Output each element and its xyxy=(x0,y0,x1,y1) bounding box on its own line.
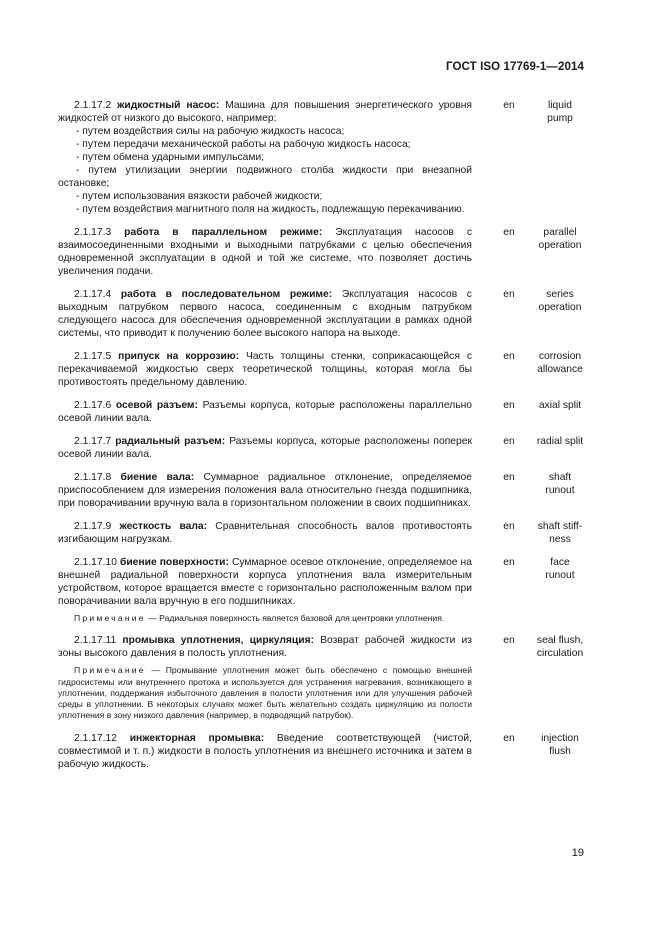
term-definition xyxy=(58,520,472,546)
term-text: Эксплуатация насосов с выходным патрубком первого насоса, соединенным с входным патрубком следующего насоса для обеспечения одновременной эксплуатации в рамках одной системы, что приводит к получению более высокого напора на выходе. xyxy=(58,289,472,339)
list-item: - путем утилизации энергии подвижного столба жидкости при внезапной остановке; xyxy=(58,165,472,189)
term-entry xyxy=(58,634,598,721)
english-term: injection flush xyxy=(541,732,579,757)
language-code: en xyxy=(503,289,515,300)
term-name: жидкостный насос: xyxy=(117,100,220,111)
note-text: — Радиальная поверхность является базовой для центровки уплотнения. xyxy=(145,613,445,623)
language-code: en xyxy=(503,400,515,411)
term-name: осевой разъем: xyxy=(115,400,198,411)
term-name: работа в параллельном режиме: xyxy=(124,227,323,238)
term-text: Машина для повышения энергетического уровня жидкостей от низкого до высокого, например: xyxy=(58,100,472,124)
term-number: 2.1.17.11 xyxy=(74,635,117,647)
term-definition xyxy=(58,435,472,461)
note xyxy=(58,665,472,721)
language-code: en xyxy=(503,635,515,647)
list-item: - путем передачи механической работы на рабочую жидкость насоса; xyxy=(76,139,411,150)
language-code: en xyxy=(503,732,515,744)
document-code: ГОСТ ISO 17769-1—2014 xyxy=(446,61,584,73)
term-entry xyxy=(58,399,598,425)
term-entry xyxy=(58,226,598,278)
term-definition xyxy=(58,99,472,216)
term-number: 2.1.17.6 xyxy=(74,400,112,411)
english-term: shaft stiff- ness xyxy=(537,521,583,545)
term-definition xyxy=(58,556,472,624)
term-definition xyxy=(58,288,472,340)
english-term: seal flush, circulation xyxy=(536,635,584,660)
term-definition xyxy=(58,226,472,278)
term-entry xyxy=(58,288,598,340)
english-term: liquid pump xyxy=(547,100,573,124)
terms-list xyxy=(58,99,598,781)
language-code: en xyxy=(503,557,515,568)
term-text: Часть толщины стенки, соприкасающейся с перекачиваемой жидкостью сверх теоретической толщины, которая могла бы противостоять предельному давлению. xyxy=(58,351,472,388)
term-number: 2.1.17.8 xyxy=(74,472,112,483)
term-text: Введение соответствующей (чистой, совместимой и т. п.) жидкости в полость уплотнения из внешнего источника и затем в рабочую жидкость. xyxy=(58,732,472,770)
term-text: Разъемы корпуса, которые расположены параллельно осевой линии вала. xyxy=(58,400,472,424)
term-text: Эксплуатация насосов с взаимосоединенными входными и выходными патрубками с целью обеспечения одновременной эксплуатации в одной и той же системе, что позволяет достичь увеличения подачи. xyxy=(58,227,472,277)
term-number: 2.1.17.7 xyxy=(74,436,112,447)
term-number: 2.1.17.12 xyxy=(74,732,117,744)
note-label: Примечание xyxy=(74,613,146,623)
note-text: — Промывание уплотнения может быть обеспечено с помощью внешней гидросистемы или внутреннего протока и используется для устранения нагревания, возникающего в уплотнении, поддержания избыточного давления в полости уплотнения или для улучшения рабочей среды в уплотнении. В некоторых случаях может быть желательно создать циркуляцию из полости уплотнения в зону низкого давления (например, в подводящий патрубок). xyxy=(58,665,472,721)
term-name: промывка уплотнения, циркуляция: xyxy=(122,635,315,647)
term-name: работа в последовательном режиме: xyxy=(120,289,333,300)
language-code: en xyxy=(503,351,515,362)
term-name: биение поверхности: xyxy=(119,557,229,568)
term-name: инжекторная промывка: xyxy=(129,732,265,744)
term-name: биение вала: xyxy=(120,472,195,483)
english-term: axial split xyxy=(538,400,582,411)
english-term: parallel operation xyxy=(538,227,582,251)
term-definition xyxy=(58,634,472,721)
language-code: en xyxy=(503,472,515,483)
english-term: corrosion allowance xyxy=(537,351,583,375)
term-definition xyxy=(58,399,472,425)
term-text: Возврат рабочей жидкости из зоны высокого давления в полость уплотнения. xyxy=(58,635,472,660)
term-text: Разъемы корпуса, которые расположены поперек осевой линии вала. xyxy=(58,436,472,460)
term-entry xyxy=(58,556,598,624)
note-label: Примечание xyxy=(74,665,146,676)
list-item: - путем воздействия магнитного поля на жидкость, подлежащую перекачиванию. xyxy=(76,204,465,215)
list-item: - путем использования вязкости рабочей жидкости; xyxy=(76,191,323,202)
note xyxy=(58,613,472,624)
page-number: 19 xyxy=(571,847,584,859)
english-term: series operation xyxy=(538,289,582,313)
term-text: Суммарное радиальное отклонение, определяемое приспособлением для измерения положения вала относительно гнезда подшипника, при поворачивании вручную вала в горизонтальном положении в своих подшипниках. xyxy=(58,472,472,509)
term-entry xyxy=(58,99,598,216)
term-definition xyxy=(58,732,472,771)
term-number: 2.1.17.3 xyxy=(74,227,112,238)
term-name: радиальный разъем: xyxy=(115,436,226,447)
language-code: en xyxy=(503,521,515,532)
list-item: - путем обмена ударными импульсами; xyxy=(76,152,265,163)
english-term: shaft runout xyxy=(545,472,575,496)
term-definition xyxy=(58,471,472,510)
english-term: radial split xyxy=(536,436,584,447)
term-number: 2.1.17.5 xyxy=(74,351,112,362)
term-text: Суммарное осевое отклонение, определяемое на внешней радиальной поверхности корпуса уплотнения вала измерительным устройством, которое вращается вместе с горизонтально расположенным валом при поворачивании вала вручную в его подшипниках. xyxy=(58,557,472,607)
term-entry xyxy=(58,471,598,510)
term-entry xyxy=(58,732,598,771)
language-code: en xyxy=(503,227,515,238)
term-text: Сравнительная способность валов противостоять изгибающим нагрузкам. xyxy=(58,521,472,545)
term-number: 2.1.17.4 xyxy=(74,289,112,300)
term-number: 2.1.17.2 xyxy=(74,100,112,111)
language-code: en xyxy=(503,436,515,447)
list-item: - путем воздействия силы на рабочую жидкость насоса; xyxy=(76,126,345,137)
term-definition xyxy=(58,350,472,389)
term-entry xyxy=(58,350,598,389)
language-code: en xyxy=(503,100,515,111)
term-number: 2.1.17.9 xyxy=(74,521,112,532)
english-term: face runout xyxy=(545,557,575,581)
term-entry xyxy=(58,435,598,461)
term-name: жесткость вала: xyxy=(119,521,208,532)
term-entry xyxy=(58,520,598,546)
term-name: припуск на коррозию: xyxy=(118,351,240,362)
term-number: 2.1.17.10 xyxy=(74,557,117,568)
